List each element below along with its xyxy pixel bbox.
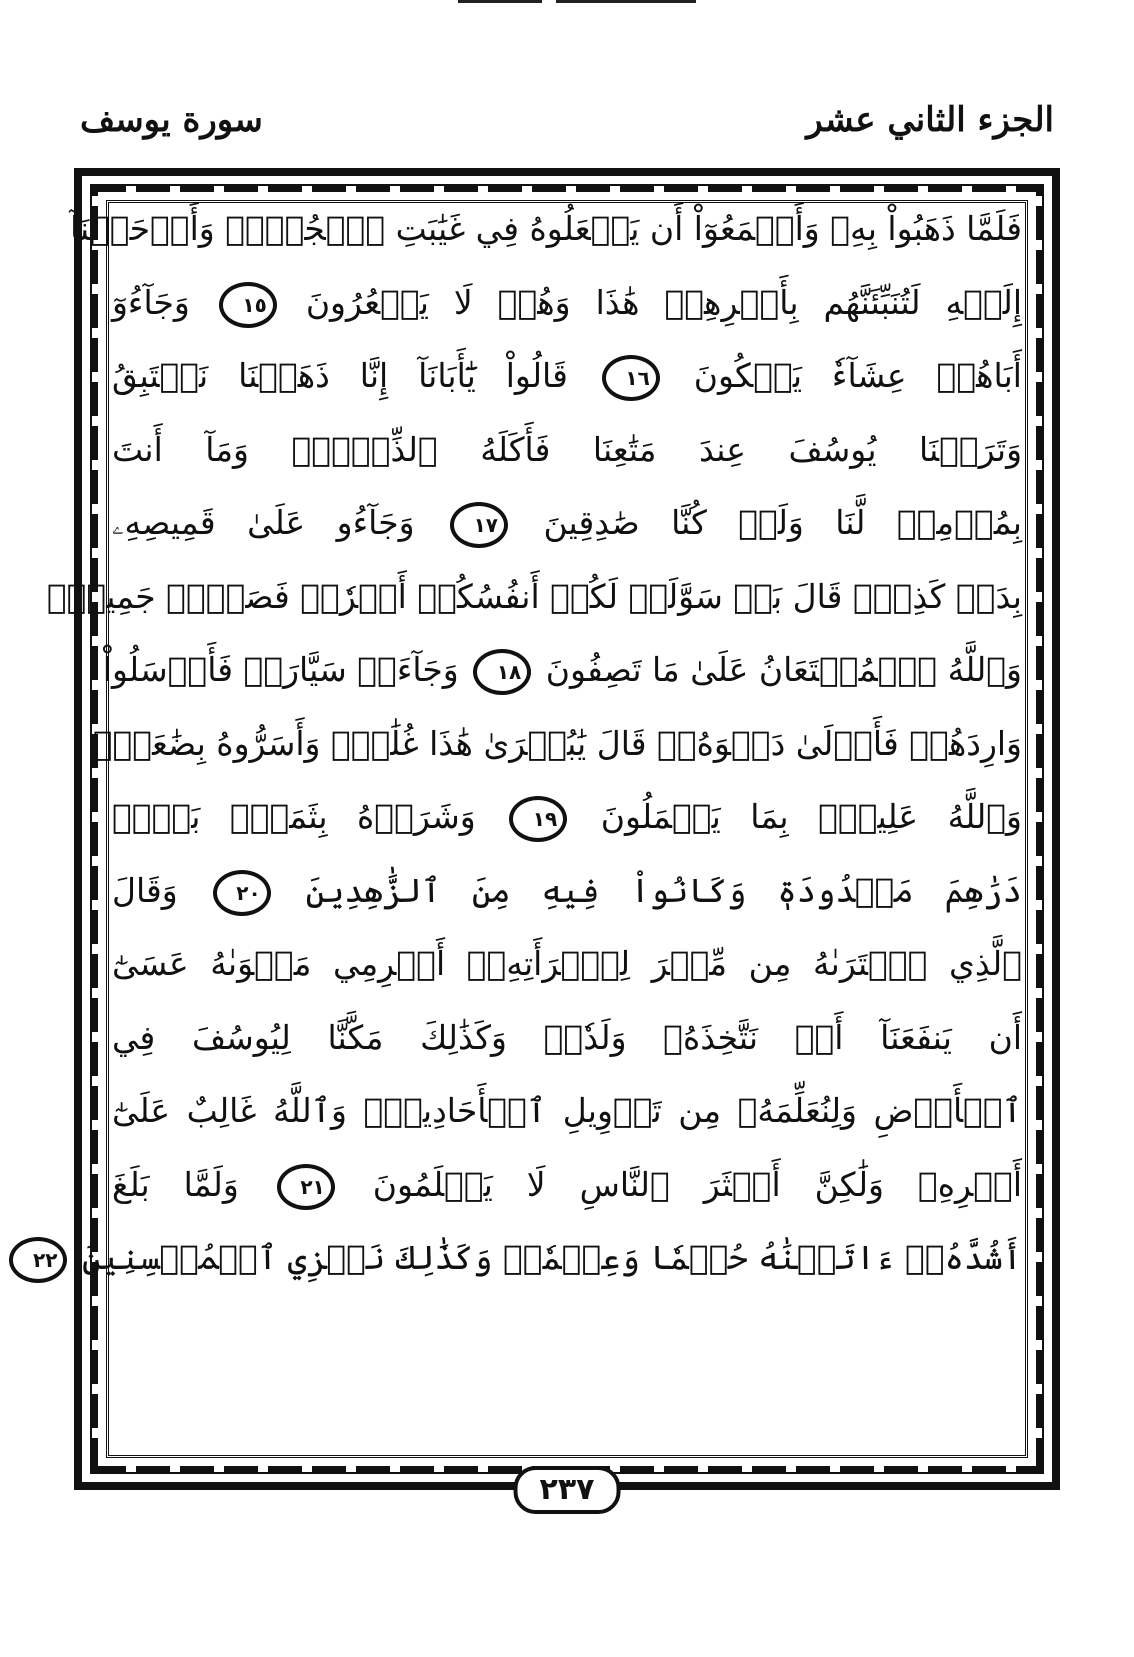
verse-text: دَرَٰهِمَ مَعۡدُودَةٖ وَكَانُواْ فِيهِ مِنَ ٱلزَّٰهِدِينَ <box>305 870 1022 910</box>
verse-text: وَجَآءُوٓ <box>112 282 190 322</box>
verse-text: وَارِدَهُمۡ فَأَدۡلَىٰ دَلۡوَهُۥۖ قَالَ يَٰبُشۡرَىٰ هَٰذَا غُلَٰمٞۚ وَأَسَرُّوهُ بِضَٰعَةٗۚ <box>92 723 1022 763</box>
ayah-number-marker: ٢٠ <box>213 870 271 916</box>
verse-text: وَجَآءَتۡ سَيَّارَةٞ فَأَرۡسَلُواْ <box>102 650 459 689</box>
verse-text: قَالُواْ يَٰٓأَبَانَآ إِنَّا ذَهَبۡنَا نَسۡتَبِقُ <box>112 356 568 395</box>
ayah-number-marker: ٢١ <box>277 1164 335 1210</box>
ayah-number-marker: ١٨ <box>473 649 531 695</box>
verse-line <box>102 633 1022 707</box>
ayah-number-marker: ١٩ <box>509 796 567 842</box>
verse-text: أَمۡرِهِۦ وَلَٰكِنَّ أَكۡثَرَ ٱلنَّاسِ لَا يَعۡلَمُونَ <box>372 1164 1023 1204</box>
verse-text: ٱلَّذِي ٱشۡتَرَىٰهُ مِن مِّصۡرَ لِٱمۡرَأَتِهِۦٓ أَكۡرِمِي مَثۡوَىٰهُ عَسَىٰٓ <box>112 944 1022 983</box>
verse-line <box>112 486 1022 560</box>
verse-line <box>112 780 1022 854</box>
verse-line <box>112 1074 1022 1148</box>
verse-text: وَقَالَ <box>112 870 178 910</box>
verse-line <box>112 339 1022 413</box>
verse-text: وَٱللَّهُ عَلِيمُۢ بِمَا يَعۡمَلُونَ <box>600 797 1022 836</box>
verse-text: بِمُؤۡمِنٖ لَّنَا وَلَوۡ كُنَّا صَٰدِقِينَ <box>543 503 1022 542</box>
scan-mark <box>556 0 696 3</box>
page-header <box>80 100 1054 160</box>
verse-line <box>112 927 1022 1001</box>
verse-line <box>33 1221 1022 1295</box>
verse-line <box>46 560 1022 634</box>
verse-text: إِلَيۡهِ لَتُنَبِّئَنَّهُم بِأَمۡرِهِمۡ هَٰذَا وَهُمۡ لَا يَشۡعُرُونَ <box>305 282 1022 322</box>
verse-line <box>112 1148 1022 1222</box>
scan-mark <box>458 0 542 3</box>
verse-line <box>112 854 1022 928</box>
verse-text: وَٱللَّهُ ٱلۡمُسۡتَعَانُ عَلَىٰ مَا تَصِفُونَ <box>545 650 1022 689</box>
juz-title: الجزء الثاني عشر <box>806 100 1054 140</box>
verse-text: أَشُدَّهُۥٓ ءَاتَيۡنَٰهُ حُكۡمٗا وَعِلۡمٗاۚ وَكَذَٰلِكَ نَجۡزِي ٱلۡمُحۡسِنِينَ <box>81 1238 1022 1277</box>
verse-line <box>112 266 1022 340</box>
verse-line <box>112 413 1022 487</box>
verse-text: وَلَمَّا بَلَغَ <box>112 1164 239 1204</box>
ayah-number-marker: ١٥ <box>219 282 277 328</box>
surah-title: سورة يوسف <box>80 100 263 140</box>
ayah-number-marker: ٢٢ <box>9 1237 67 1283</box>
ayah-number-marker: ١٦ <box>602 355 660 401</box>
verse-text: بِدَمٖ كَذِبٖۚ قَالَ بَلۡ سَوَّلَتۡ لَكُمۡ أَنفُسُكُمۡ أَمۡرٗاۖ فَصَبۡرٞ جَمِيلٞۖ <box>46 576 1022 616</box>
verse-text: وَتَرَكۡنَا يُوسُفَ عِندَ مَتَٰعِنَا فَأَكَلَهُ ٱلذِّئۡبُۖ وَمَآ أَنتَ <box>112 429 1022 469</box>
verse-line <box>112 1001 1022 1075</box>
ayah-number-marker: ١٧ <box>450 502 508 548</box>
verse-text-block <box>33 192 1023 1295</box>
verse-line <box>69 192 1022 266</box>
verse-text: أَبَاهُمۡ عِشَآءٗ يَبۡكُونَ <box>693 356 1022 395</box>
verse-line <box>92 707 1022 781</box>
verse-text: أَن يَنفَعَنَآ أَوۡ نَتَّخِذَهُۥ وَلَدٗاۚ وَكَذَٰلِكَ مَكَّنَّا لِيُوسُفَ فِي <box>112 1017 1022 1057</box>
page-number: ٢٣٧ <box>514 1466 621 1514</box>
verse-text: فَلَمَّا ذَهَبُواْ بِهِۦ وَأَجۡمَعُوٓاْ أَن يَجۡعَلُوهُ فِي غَيَٰبَتِ ٱلۡجُبِّۚ وَأَوۡحَيۡنَآ <box>69 209 1022 248</box>
verse-text: ٱلۡأَرۡضِ وَلِنُعَلِّمَهُۥ مِن تَأۡوِيلِ ٱلۡأَحَادِيثِۚ وَٱللَّهُ غَالِبٌ عَلَىٰٓ <box>112 1091 1022 1130</box>
verse-text: وَشَرَوۡهُ بِثَمَنِۢ بَخۡسٖ <box>112 797 476 836</box>
verse-text: وَجَآءُو عَلَىٰ قَمِيصِهِۦ <box>112 503 415 542</box>
